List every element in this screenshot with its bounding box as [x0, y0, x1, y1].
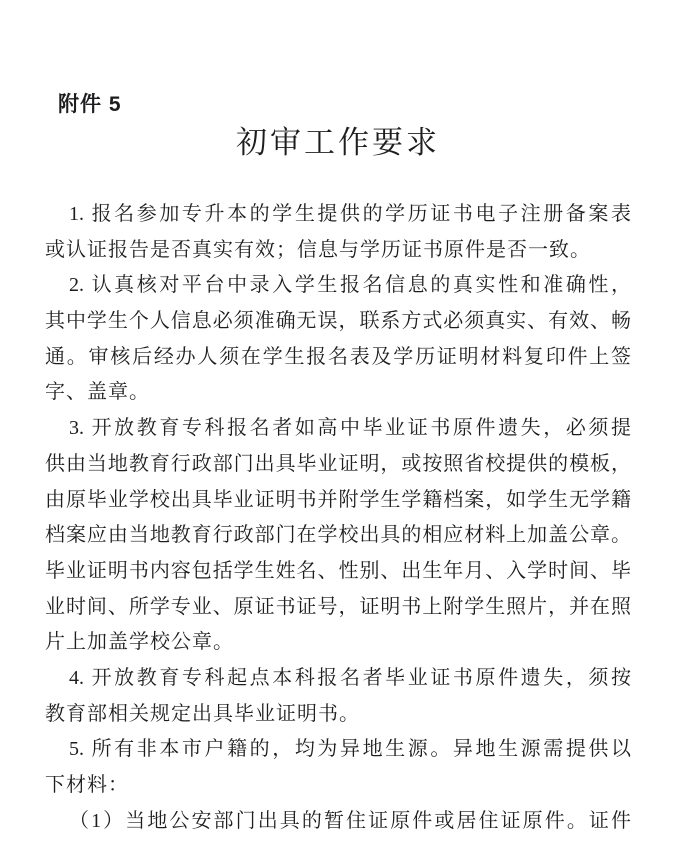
paragraph-line: 下材料：	[45, 774, 129, 796]
paragraph-line: （1）当地公安部门出具的暂住证原件或居住证原件。证件	[69, 809, 631, 832]
paragraph-line: 档案应由当地教育行政部门在学校出具的相应材料上加盖公章。	[45, 524, 631, 547]
paragraph-line: 教育部相关规定出具毕业证明书。	[45, 702, 360, 725]
attachment-label: 附件 5	[58, 93, 122, 116]
paragraph-line: 4. 开放教育专科起点本科报名者毕业证书原件遗失，须按	[69, 666, 631, 689]
paragraph-2	[45, 268, 631, 411]
document-body	[45, 197, 631, 839]
paragraph-1	[45, 197, 631, 268]
page-title: 初审工作要求	[236, 125, 440, 160]
paragraph-line: 通。审核后经办人须在学生报名表及学历证明材料复印件上签	[45, 345, 631, 368]
paragraph-line: 或认证报告是否真实有效；信息与学历证书原件是否一致。	[45, 238, 591, 261]
paragraph-6-sub-item-1	[45, 804, 631, 840]
paragraph-line: 2. 认真核对平台中录入学生报名信息的真实性和准确性，	[69, 274, 631, 297]
paragraph-line: 业时间、所学专业、原证书证号，证明书上附学生照片，并在照	[45, 595, 631, 618]
paragraph-line: 片上加盖学校公章。	[45, 631, 234, 654]
paragraph-line: 字、盖章。	[45, 381, 150, 404]
paragraph-4	[45, 661, 631, 732]
paragraph-line: 3. 开放教育专科报名者如高中毕业证书原件遗失，必须提	[69, 417, 631, 440]
paragraph-line: 5. 所有非本市户籍的，均为异地生源。异地生源需提供以	[69, 738, 631, 761]
paragraph-line: 供由当地教育行政部门出具毕业证明，或按照省校提供的模板，	[45, 452, 631, 475]
paragraph-line: 1. 报名参加专升本的学生提供的学历证书电子注册备案表	[69, 203, 631, 225]
paragraph-line: 其中学生个人信息必须准确无误，联系方式必须真实、有效、畅	[45, 310, 631, 333]
paragraph-line: 毕业证明书内容包括学生姓名、性别、出生年月、入学时间、毕	[45, 559, 631, 582]
paragraph-line: 由原毕业学校出具毕业证明书并附学生学籍档案，如学生无学籍	[45, 488, 631, 511]
paragraph-3	[45, 411, 631, 661]
paragraph-5	[45, 732, 631, 803]
